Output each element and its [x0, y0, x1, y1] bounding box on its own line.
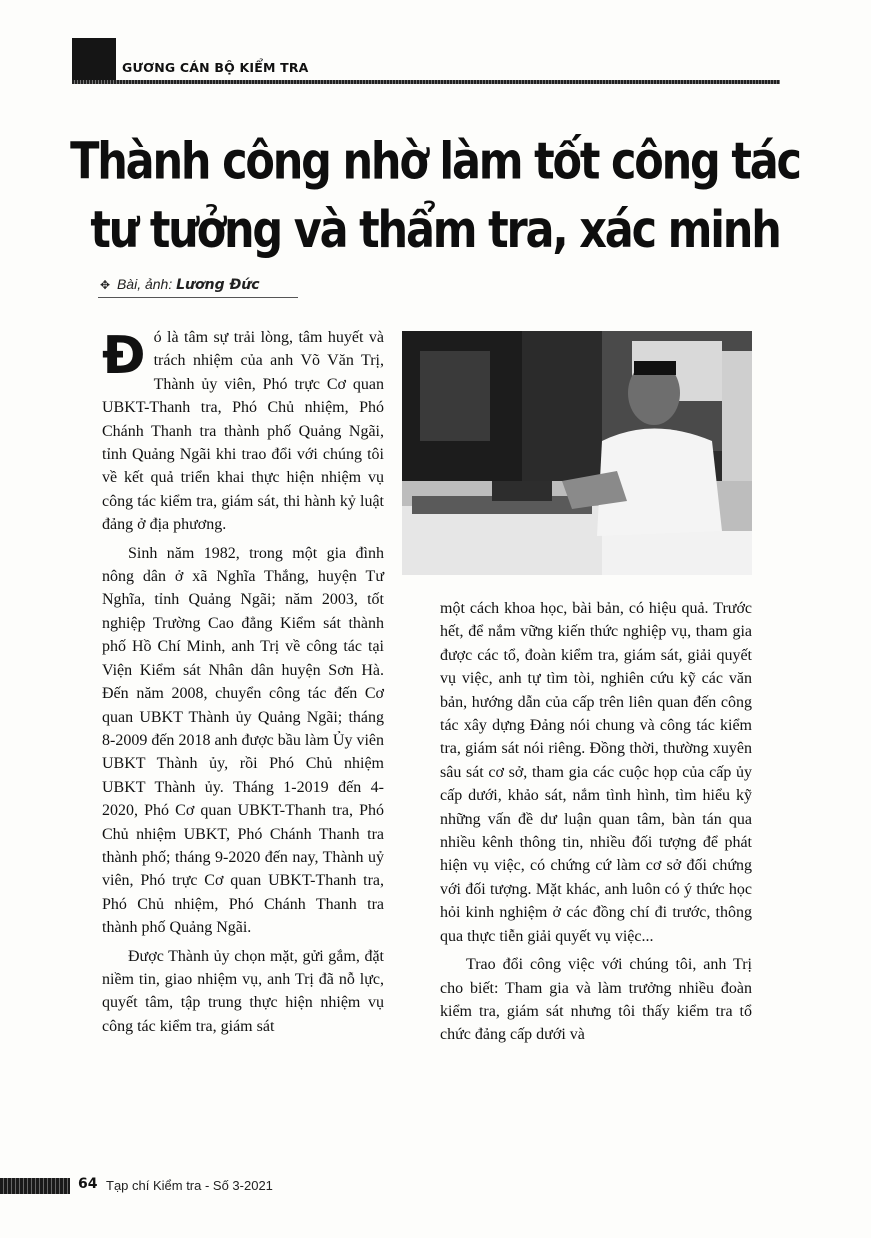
- byline-role: Bài, ảnh:: [116, 276, 173, 292]
- article-column-left: [102, 326, 384, 1043]
- headline-line-1: Thành công nhờ làm tốt công tác: [70, 132, 800, 192]
- article-column-right: [440, 597, 752, 1052]
- section-label: GƯƠNG CÁN BỘ KIỂM TRA: [122, 60, 309, 75]
- diamond-bullet-icon: ✥: [100, 278, 111, 292]
- paragraph: Trao đổi công việc với chúng tôi, anh Trị cho biết: Tham gia và làm trưởng nhiều đoàn kiểm tra, giám sát nhưng tôi thấy kiểm tra tổ chức đảng cấp dưới và: [440, 956, 752, 1044]
- publication-info: Tạp chí Kiểm tra - Số 3-2021: [106, 1178, 273, 1193]
- paragraph: một cách khoa học, bài bản, có hiệu quả. Trước hết, để nắm vững kiến thức nghiệp vụ, tham gia được các tổ, đoàn kiểm tra, giám sát, giải quyết vụ việc, anh tự tìm tòi, nghiên cứu kỹ các văn bản, hướng dẫn của cấp trên liên quan đến công tác xây dựng Đảng nói chung và công tác kiểm tra, giám sát nói riêng. Đồng thời, thường xuyên sâu sát cơ sở, tham gia các cuộc họp của cấp ủy cấp dưới, khảo sát, nắm tình hình, tìm hiểu kỹ những vấn đề dư luận quan tâm, bàn tán qua nhiều kênh thông tin, nhiều đối tượng để phát hiện vụ việc, có chứng cứ làm cơ sở đối chứng với đối tượng. Mặt khác, anh luôn có ý thức học hỏi kinh nghiệm ở các đồng chí đi trước, thông qua thực tiễn giải quyết vụ việc...: [440, 600, 752, 945]
- byline: [100, 276, 260, 293]
- paragraph: [102, 326, 384, 537]
- paragraph-text: ó là tâm sự trải lòng, tâm huyết và trách nhiệm của anh Võ Văn Trị, Thành ủy viên, Phó trực Cơ quan UBKT-Thanh tra, Phó Chủ nhiệm, Phó Chánh Thanh tra thành phố Quảng Ngãi, tỉnh Quảng Ngãi khi trao đổi với chúng tôi về kết quả triển khai thực hiện nhiệm vụ công tác kiểm tra, giám sát, thi hành kỷ luật đảng ở địa phương.: [102, 329, 384, 534]
- paragraph: Sinh năm 1982, trong một gia đình nông dân ở xã Nghĩa Thắng, huyện Tư Nghĩa, tỉnh Quảng Ngãi; năm 2003, tốt nghiệp Trường Cao đẳng Kiểm sát thành phố Hồ Chí Minh, anh Trị về công tác tại Viện Kiểm sát Nhân dân huyện Sơn Hà. Đến năm 2008, chuyển công tác đến Cơ quan UBKT Thành ủy Quảng Ngãi; tháng 8-2009 đến 2018 anh được bầu làm Ủy viên UBKT Thành ủy, rồi Phó Chủ nhiệm UBKT Thành ủy. Tháng 1-2019 đến 4-2020, Phó Cơ quan UBKT-Thanh tra, Phó Chủ nhiệm UBKT, Phó Chánh Thanh tra thành phố; tháng 9-2020 đến nay, Thành uỷ viên, Phó trực Cơ quan UBKT-Thanh tra, Phó Chủ nhiệm, Phó Chánh Thanh tra thành phố Quảng Ngãi.: [102, 544, 384, 937]
- page-number: 64: [78, 1176, 98, 1192]
- byline-underline: [98, 297, 298, 298]
- section-marker-block: [72, 38, 116, 84]
- portrait-photo-illustration: [402, 331, 752, 575]
- headline-line-2: tư tưởng và thẩm tra, xác minh: [90, 201, 780, 261]
- footer-decor-bar: [0, 1178, 70, 1194]
- article-headline: [60, 128, 810, 265]
- paragraph: Được Thành ủy chọn mặt, gửi gắm, đặt niềm tin, giao nhiệm vụ, anh Trị đã nỗ lực, quyết tâm, tập trung thực hiện nhiệm vụ công tác kiểm tra, giám sát: [102, 947, 384, 1035]
- article-photo: [402, 331, 752, 575]
- byline-author: Lương Đức: [176, 277, 260, 293]
- section-divider: [72, 80, 780, 84]
- drop-cap: Đ: [102, 326, 146, 386]
